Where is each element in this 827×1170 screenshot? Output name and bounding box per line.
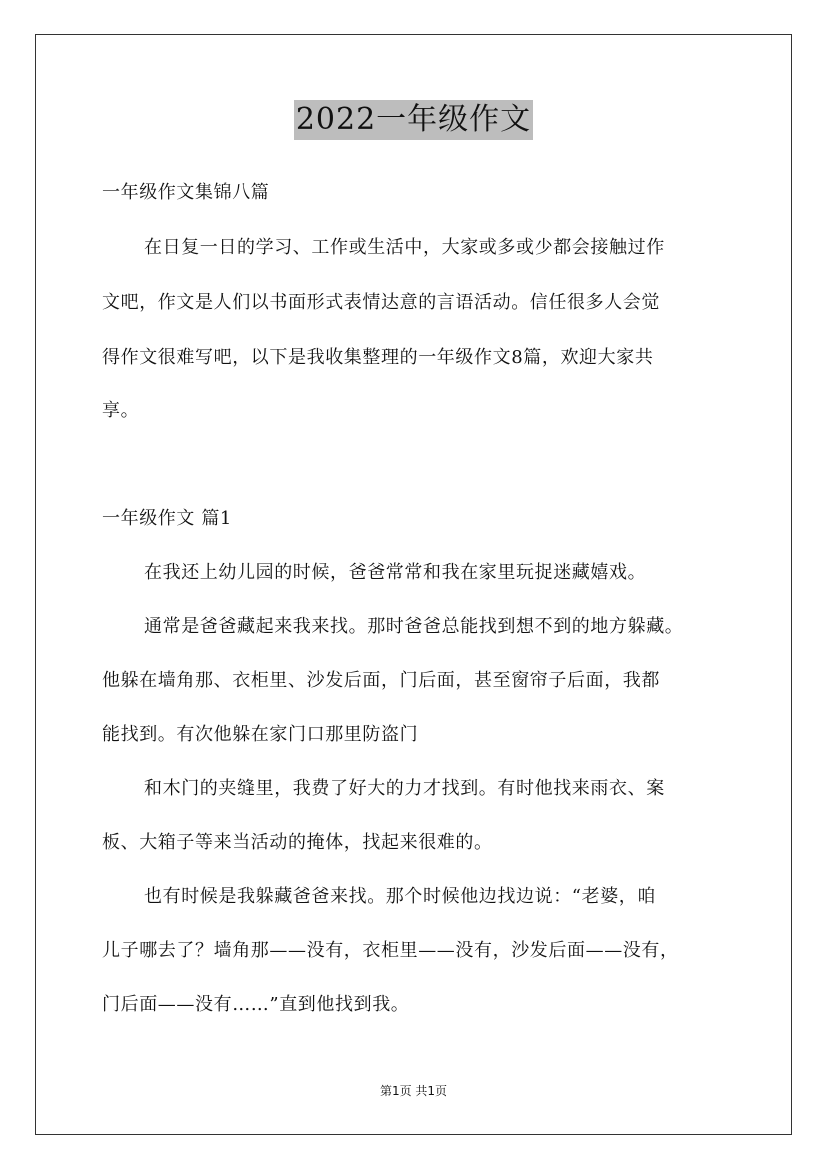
body-line: 通常是爸爸藏起来我来找。那时爸爸总能找到想不到的地方躲藏。 (144, 616, 684, 637)
document-subtitle: 一年级作文集锦八篇 (102, 182, 270, 203)
intro-line: 得作文很难写吧，以下是我收集整理的一年级作文8篇，欢迎大家共 (102, 347, 654, 368)
intro-line: 享。 (102, 400, 140, 421)
document-title-text: 2022一年级作文 (294, 100, 533, 140)
page-footer: 第1页 共1页 (379, 1084, 448, 1098)
section-heading: 一年级作文 篇1 (102, 508, 232, 529)
body-line: 也有时候是我躲藏爸爸来找。那个时候他边找边说：“老婆，咱 (144, 886, 656, 907)
document-title (0, 100, 827, 140)
body-line: 板、大箱子等来当活动的掩体，找起来很难的。 (102, 832, 493, 853)
intro-line: 文吧，作文是人们以书面形式表情达意的言语活动。信任很多人会觉 (102, 292, 660, 313)
body-line: 和木门的夹缝里，我费了好大的力才找到。有时他找来雨衣、案 (144, 778, 665, 799)
body-line: 门后面——没有……”直到他找到我。 (102, 994, 410, 1015)
body-line: 在我还上幼儿园的时候，爸爸常常和我在家里玩捉迷藏嬉戏。 (144, 562, 647, 583)
body-line: 儿子哪去了？墙角那——没有，衣柜里——没有，沙发后面——没有， (102, 940, 679, 961)
body-line: 能找到。有次他躲在家门口那里防盗门 (102, 724, 419, 745)
intro-line: 在日复一日的学习、工作或生活中，大家或多或少都会接触过作 (144, 237, 665, 258)
body-line: 他躲在墙角那、衣柜里、沙发后面，门后面，甚至窗帘子后面，我都 (102, 670, 660, 691)
